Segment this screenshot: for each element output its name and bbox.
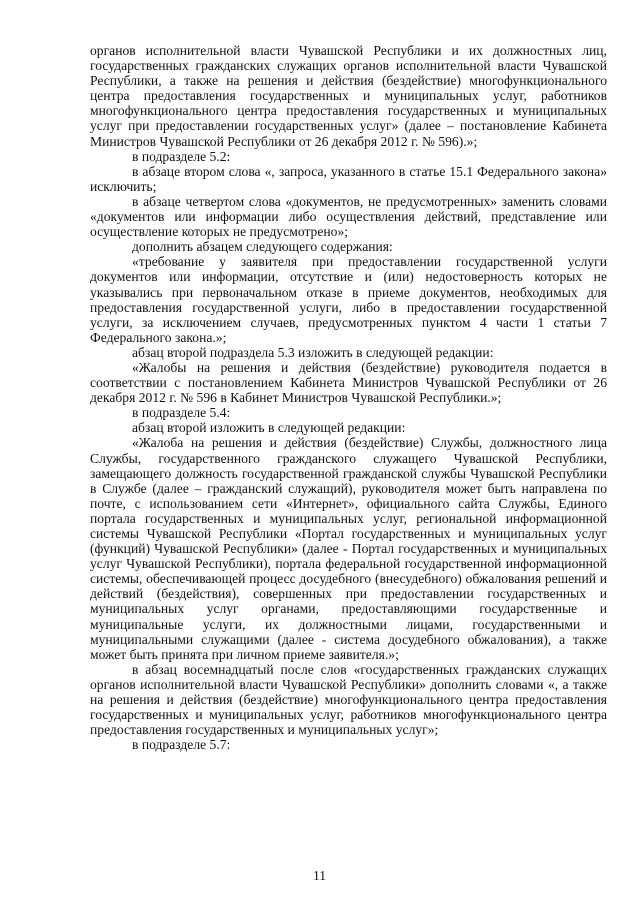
- paragraph: в подразделе 5.4:: [132, 405, 231, 421]
- paragraph: «Жалоба на решения и действия (бездействие) Службы, должностного лица Службы, государственного гражданского служащего Чувашской Республики, замещающего должность государственной гражданской службы Чувашской Республики в Службе (далее – гражданский служащий), руководителя может быть направлена по почте, с использованием сети «Интернет», официального сайта Службы, Единого портала государственных и муниципальных услуг, региональной информационной системы Чувашской Республики «Портал государственных и муниципальных услуг (функций) Чувашской Республики» (далее - Портал государственных и муниципальных услуг Чувашской Республики), портала федеральной государственной информационной системы, обеспечивающей процесс досудебного (внесудебного) обжалования решений и действий (бездействия), совершенных при предоставлении государственных и муниципальных услуг органами, предоставляющими государственные и муниципальные услуги, их должностными лицами, государственными и муниципальными служащими (далее - система досудебного обжалования), а также может быть принята при личном приеме заявителя.»;: [90, 435, 607, 662]
- paragraph: «Жалобы на решения и действия (бездействие) руководителя подается в соответствии с постановлением Кабинета Министров Чувашской Республики от 26 декабря 2012 г. № 596 в Кабинет Министров Чувашской Республики.»;: [90, 359, 607, 406]
- paragraph: в абзаце втором слова «, запроса, указанного в статье 15.1 Федерального закона» исключить;: [90, 163, 607, 194]
- paragraph: «требование у заявителя при предоставлении государственной услуги документов или информации, отсутствие и (или) недостоверность которых не указывались при первоначальном отказе в приеме документов, необходимых для предоставления государственной услуги, либо в предоставлении государственной услуги, за исключением случаев, предусмотренных пунктом 4 части 1 статьи 7 Федерального закона.»;: [90, 254, 607, 345]
- paragraph: абзац второй подраздела 5.3 изложить в следующей редакции:: [132, 344, 494, 360]
- paragraph: дополнить абзацем следующего содержания:: [132, 239, 393, 255]
- paragraph: в подразделе 5.2:: [132, 148, 231, 164]
- paragraph: органов исполнительной власти Чувашской Республики и их должностных лиц, государственных гражданских служащих органов исполнительной власти Чувашской Республики, а также на решения и действия (бездействие) многофункционального центра предоставления государственных и муниципальных услуг, работников многофункционального центра предоставления государственных и муниципальных услуг при предоставлении государственных услуг» (далее – постановление Кабинета Министров Чувашской Республики от 26 декабря 2012 г. № 596).»;: [90, 43, 607, 149]
- page-number: 11: [312, 868, 327, 883]
- paragraph: в подразделе 5.7:: [132, 737, 231, 753]
- document-body: [90, 43, 607, 752]
- paragraph: абзац второй изложить в следующей редакции:: [132, 420, 406, 436]
- paragraph: в абзац восемнадцатый после слов «государственных гражданских служащих органов исполнительной власти Чувашской Республики» дополнить словами «, а также на решения и действия (бездействие) многофункционального центра предоставления государственных и муниципальных услуг, работников многофункционального центра предоставления государственных и муниципальных услуг»;: [90, 661, 607, 738]
- paragraph: в абзаце четвертом слова «документов, не предусмотренных» заменить словами «документов или информации либо осуществления действий, представление или осуществление которых не предусмотрено»;: [90, 193, 607, 240]
